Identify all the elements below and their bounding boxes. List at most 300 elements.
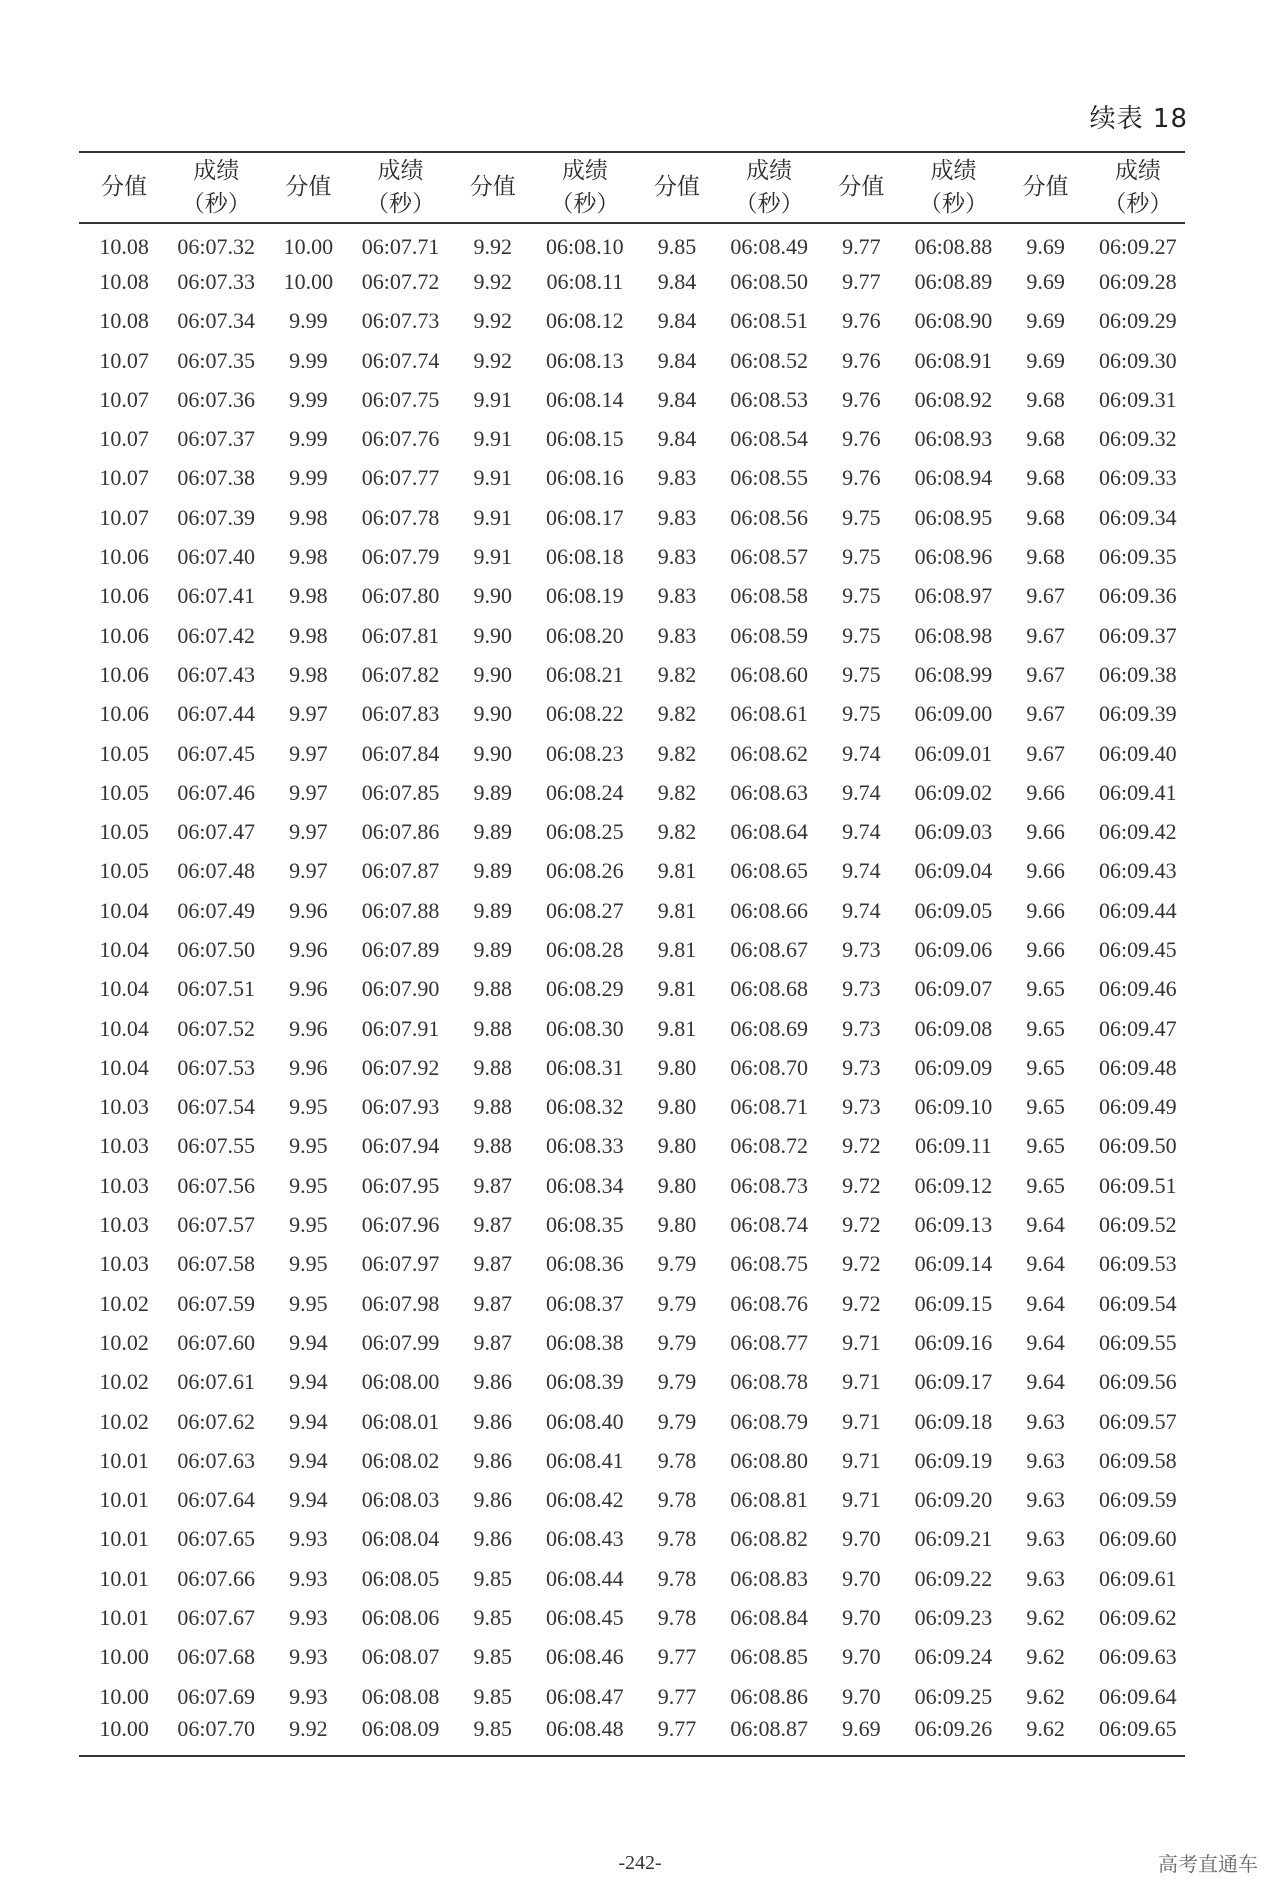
score-cell: 9.71 bbox=[842, 1329, 881, 1355]
result-cell: 06:07.48 bbox=[177, 858, 256, 884]
score-cell: 9.99 bbox=[289, 347, 328, 373]
score-cell: 9.74 bbox=[842, 819, 881, 845]
score-cell: 9.84 bbox=[657, 347, 697, 373]
result-cell: 06:09.54 bbox=[1099, 1290, 1177, 1316]
score-cell: 10.05 bbox=[99, 740, 149, 766]
header-result: 成绩 （秒） bbox=[181, 157, 251, 217]
score-cell: 9.96 bbox=[289, 897, 328, 923]
result-cell: 06:07.57 bbox=[177, 1212, 256, 1238]
score-cell: 9.71 bbox=[842, 1487, 881, 1513]
score-cell: 9.80 bbox=[657, 1172, 697, 1198]
result-cell: 06:08.37 bbox=[546, 1290, 624, 1316]
result-cell: 06:07.95 bbox=[361, 1172, 440, 1198]
score-cell: 9.73 bbox=[842, 1094, 881, 1120]
result-cell: 06:09.48 bbox=[1099, 1054, 1177, 1080]
score-cell: 9.95 bbox=[289, 1172, 328, 1198]
result-cell: 06:08.02 bbox=[361, 1447, 440, 1473]
result-cell: 06:09.50 bbox=[1099, 1133, 1177, 1159]
result-cell: 06:07.93 bbox=[361, 1094, 440, 1120]
result-cell: 06:07.60 bbox=[177, 1329, 256, 1355]
result-cell: 06:08.25 bbox=[546, 819, 624, 845]
result-cell: 06:08.91 bbox=[914, 347, 993, 373]
score-cell: 10.00 bbox=[99, 1683, 149, 1709]
table-row bbox=[79, 616, 1185, 655]
result-cell: 06:09.27 bbox=[1099, 234, 1177, 260]
score-cell: 10.06 bbox=[99, 544, 149, 570]
score-cell: 9.63 bbox=[1026, 1487, 1065, 1513]
score-cell: 9.77 bbox=[657, 1683, 697, 1709]
score-cell: 9.94 bbox=[289, 1487, 328, 1513]
result-cell: 06:09.04 bbox=[914, 858, 993, 884]
score-cell: 10.03 bbox=[99, 1133, 149, 1159]
table-row bbox=[79, 970, 1185, 1009]
table-row bbox=[79, 930, 1185, 969]
score-cell: 9.65 bbox=[1026, 1054, 1065, 1080]
score-cell: 9.67 bbox=[1026, 701, 1065, 727]
score-cell: 9.63 bbox=[1026, 1447, 1065, 1473]
table-row bbox=[79, 1284, 1185, 1323]
result-cell: 06:07.49 bbox=[177, 897, 256, 923]
result-cell: 06:08.94 bbox=[914, 465, 993, 491]
result-cell: 06:08.04 bbox=[361, 1526, 440, 1552]
result-cell: 06:09.32 bbox=[1099, 426, 1177, 452]
result-cell: 06:08.31 bbox=[546, 1054, 624, 1080]
result-cell: 06:09.42 bbox=[1099, 819, 1177, 845]
score-cell: 9.97 bbox=[289, 858, 328, 884]
score-cell: 9.66 bbox=[1026, 858, 1065, 884]
header-score: 分值 bbox=[101, 174, 148, 200]
result-cell: 06:08.43 bbox=[546, 1526, 624, 1552]
score-cell: 10.01 bbox=[99, 1605, 149, 1631]
score-cell: 9.79 bbox=[657, 1251, 697, 1277]
score-cell: 9.78 bbox=[657, 1526, 697, 1552]
score-cell: 10.05 bbox=[99, 819, 149, 845]
result-cell: 06:07.59 bbox=[177, 1290, 256, 1316]
result-cell: 06:07.58 bbox=[177, 1251, 256, 1277]
score-cell: 9.87 bbox=[473, 1172, 512, 1198]
score-cell: 9.87 bbox=[473, 1251, 512, 1277]
score-cell: 9.95 bbox=[289, 1290, 328, 1316]
result-cell: 06:08.96 bbox=[914, 544, 993, 570]
score-cell: 9.90 bbox=[473, 622, 512, 648]
result-cell: 06:09.45 bbox=[1099, 936, 1177, 962]
score-cell: 9.94 bbox=[289, 1447, 328, 1473]
score-cell: 9.72 bbox=[842, 1251, 881, 1277]
score-cell: 9.85 bbox=[657, 234, 697, 260]
table-row bbox=[79, 223, 1185, 262]
result-cell: 06:08.18 bbox=[546, 544, 624, 570]
score-cell: 9.87 bbox=[473, 1212, 512, 1238]
result-cell: 06:08.82 bbox=[730, 1526, 808, 1552]
score-cell: 9.67 bbox=[1026, 583, 1065, 609]
score-cell: 9.65 bbox=[1026, 1094, 1065, 1120]
score-cell: 9.82 bbox=[657, 740, 697, 766]
score-cell: 10.02 bbox=[99, 1290, 149, 1316]
score-cell: 10.08 bbox=[99, 308, 149, 334]
result-cell: 06:08.35 bbox=[546, 1212, 624, 1238]
result-cell: 06:08.40 bbox=[546, 1408, 624, 1434]
result-cell: 06:09.26 bbox=[914, 1716, 993, 1742]
result-cell: 06:08.95 bbox=[914, 504, 993, 530]
result-cell: 06:09.40 bbox=[1099, 740, 1177, 766]
score-cell: 9.65 bbox=[1026, 1133, 1065, 1159]
result-cell: 06:07.43 bbox=[177, 661, 256, 687]
score-table-container bbox=[79, 151, 1185, 1757]
result-cell: 06:07.87 bbox=[361, 858, 440, 884]
result-cell: 06:09.15 bbox=[914, 1290, 993, 1316]
header-result: 成绩 （秒） bbox=[918, 157, 988, 217]
result-cell: 06:09.49 bbox=[1099, 1094, 1177, 1120]
result-cell: 06:08.56 bbox=[730, 504, 808, 530]
score-cell: 10.01 bbox=[99, 1565, 149, 1591]
table-row bbox=[79, 1088, 1185, 1127]
result-cell: 06:08.12 bbox=[546, 308, 624, 334]
result-cell: 06:08.67 bbox=[730, 936, 808, 962]
score-cell: 10.05 bbox=[99, 779, 149, 805]
result-cell: 06:09.07 bbox=[914, 976, 993, 1002]
result-cell: 06:08.74 bbox=[730, 1212, 808, 1238]
score-cell: 9.76 bbox=[842, 386, 881, 412]
result-cell: 06:09.46 bbox=[1099, 976, 1177, 1002]
result-cell: 06:07.44 bbox=[177, 701, 256, 727]
score-cell: 9.66 bbox=[1026, 819, 1065, 845]
result-cell: 06:08.70 bbox=[730, 1054, 808, 1080]
result-cell: 06:09.37 bbox=[1099, 622, 1177, 648]
score-cell: 9.86 bbox=[473, 1526, 512, 1552]
score-cell: 9.88 bbox=[473, 1133, 512, 1159]
score-cell: 9.64 bbox=[1026, 1369, 1065, 1395]
score-cell: 9.75 bbox=[842, 583, 881, 609]
result-cell: 06:08.32 bbox=[546, 1094, 624, 1120]
result-cell: 06:08.89 bbox=[914, 268, 993, 294]
score-cell: 10.04 bbox=[99, 1015, 149, 1041]
table-row bbox=[79, 734, 1185, 773]
score-cell: 10.04 bbox=[99, 976, 149, 1002]
score-cell: 9.90 bbox=[473, 583, 512, 609]
result-cell: 06:09.12 bbox=[914, 1172, 993, 1198]
result-cell: 06:09.16 bbox=[914, 1329, 993, 1355]
result-cell: 06:07.45 bbox=[177, 740, 256, 766]
score-cell: 9.89 bbox=[473, 819, 512, 845]
score-cell: 9.81 bbox=[657, 897, 697, 923]
result-cell: 06:07.97 bbox=[361, 1251, 440, 1277]
score-cell: 9.70 bbox=[842, 1644, 881, 1670]
result-cell: 06:09.53 bbox=[1099, 1251, 1177, 1277]
result-cell: 06:08.59 bbox=[730, 622, 808, 648]
result-cell: 06:07.50 bbox=[177, 936, 256, 962]
result-cell: 06:09.60 bbox=[1099, 1526, 1177, 1552]
score-cell: 9.85 bbox=[473, 1683, 512, 1709]
result-cell: 06:09.28 bbox=[1099, 268, 1177, 294]
score-cell: 9.73 bbox=[842, 976, 881, 1002]
result-cell: 06:09.18 bbox=[914, 1408, 993, 1434]
result-cell: 06:08.78 bbox=[730, 1369, 808, 1395]
result-cell: 06:09.57 bbox=[1099, 1408, 1177, 1434]
result-cell: 06:07.94 bbox=[361, 1133, 440, 1159]
result-cell: 06:08.27 bbox=[546, 897, 624, 923]
result-cell: 06:07.85 bbox=[361, 779, 440, 805]
score-cell: 10.03 bbox=[99, 1172, 149, 1198]
score-cell: 9.85 bbox=[473, 1565, 512, 1591]
table-row bbox=[79, 1441, 1185, 1480]
score-cell: 9.76 bbox=[842, 347, 881, 373]
score-cell: 9.94 bbox=[289, 1369, 328, 1395]
header-result: 成绩 （秒） bbox=[366, 157, 436, 217]
score-cell: 9.92 bbox=[473, 347, 512, 373]
score-cell: 9.96 bbox=[289, 1054, 328, 1080]
result-cell: 06:07.86 bbox=[361, 819, 440, 845]
result-cell: 06:08.58 bbox=[730, 583, 808, 609]
score-cell: 9.68 bbox=[1026, 426, 1065, 452]
result-cell: 06:08.98 bbox=[914, 622, 993, 648]
result-cell: 06:09.59 bbox=[1099, 1487, 1177, 1513]
result-cell: 06:09.21 bbox=[914, 1526, 993, 1552]
score-cell: 9.98 bbox=[289, 583, 328, 609]
score-cell: 9.75 bbox=[842, 622, 881, 648]
table-row bbox=[79, 1323, 1185, 1362]
result-cell: 06:09.43 bbox=[1099, 858, 1177, 884]
score-cell: 9.98 bbox=[289, 622, 328, 648]
table-row bbox=[79, 1166, 1185, 1205]
score-cell: 10.00 bbox=[283, 234, 334, 260]
result-cell: 06:07.53 bbox=[177, 1054, 256, 1080]
result-cell: 06:08.38 bbox=[546, 1329, 624, 1355]
result-cell: 06:07.52 bbox=[177, 1015, 256, 1041]
score-cell: 9.91 bbox=[473, 426, 512, 452]
score-cell: 9.89 bbox=[473, 858, 512, 884]
result-cell: 06:08.44 bbox=[546, 1565, 624, 1591]
score-cell: 9.87 bbox=[473, 1329, 512, 1355]
score-cell: 9.93 bbox=[289, 1565, 328, 1591]
score-cell: 9.65 bbox=[1026, 1172, 1065, 1198]
score-cell: 9.99 bbox=[289, 426, 328, 452]
result-cell: 06:09.58 bbox=[1099, 1447, 1177, 1473]
result-cell: 06:07.91 bbox=[361, 1015, 440, 1041]
result-cell: 06:07.98 bbox=[361, 1290, 440, 1316]
table-row bbox=[79, 1638, 1185, 1677]
score-cell: 10.03 bbox=[99, 1212, 149, 1238]
result-cell: 06:08.76 bbox=[730, 1290, 808, 1316]
score-cell: 10.00 bbox=[99, 1644, 149, 1670]
score-cell: 9.74 bbox=[842, 897, 881, 923]
header-result: 成绩 （秒） bbox=[734, 157, 804, 217]
table-row bbox=[79, 1127, 1185, 1166]
table-row bbox=[79, 1677, 1185, 1716]
result-cell: 06:09.56 bbox=[1099, 1369, 1177, 1395]
score-cell: 9.85 bbox=[473, 1716, 512, 1742]
score-cell: 9.70 bbox=[842, 1605, 881, 1631]
table-row bbox=[79, 380, 1185, 419]
score-cell: 9.68 bbox=[1026, 504, 1065, 530]
score-cell: 10.07 bbox=[99, 426, 149, 452]
table-row bbox=[79, 577, 1185, 616]
score-cell: 9.83 bbox=[657, 504, 697, 530]
result-cell: 06:07.88 bbox=[361, 897, 440, 923]
score-cell: 9.81 bbox=[657, 976, 697, 1002]
result-cell: 06:08.33 bbox=[546, 1133, 624, 1159]
header-result: 成绩 （秒） bbox=[550, 157, 620, 217]
score-cell: 9.97 bbox=[289, 819, 328, 845]
score-cell: 9.70 bbox=[842, 1565, 881, 1591]
result-cell: 06:07.73 bbox=[361, 308, 440, 334]
result-cell: 06:09.29 bbox=[1099, 308, 1177, 334]
table-header bbox=[79, 152, 1185, 223]
score-cell: 10.06 bbox=[99, 622, 149, 648]
score-cell: 9.67 bbox=[1026, 661, 1065, 687]
result-cell: 06:08.21 bbox=[546, 661, 624, 687]
result-cell: 06:08.69 bbox=[730, 1015, 808, 1041]
result-cell: 06:09.22 bbox=[914, 1565, 993, 1591]
result-cell: 06:08.66 bbox=[730, 897, 808, 923]
table-row bbox=[79, 1205, 1185, 1244]
watermark: 高考直通车 bbox=[1158, 1852, 1258, 1876]
result-cell: 06:08.17 bbox=[546, 504, 624, 530]
score-cell: 9.97 bbox=[289, 779, 328, 805]
score-cell: 10.04 bbox=[99, 936, 149, 962]
result-cell: 06:09.34 bbox=[1099, 504, 1177, 530]
score-cell: 9.78 bbox=[657, 1487, 697, 1513]
score-cell: 9.96 bbox=[289, 936, 328, 962]
score-cell: 9.69 bbox=[1026, 234, 1065, 260]
score-cell: 9.88 bbox=[473, 976, 512, 1002]
result-cell: 06:07.61 bbox=[177, 1369, 256, 1395]
score-cell: 10.01 bbox=[99, 1526, 149, 1552]
result-cell: 06:08.51 bbox=[730, 308, 808, 334]
result-cell: 06:09.06 bbox=[914, 936, 993, 962]
result-cell: 06:08.71 bbox=[730, 1094, 808, 1120]
score-cell: 9.74 bbox=[842, 779, 881, 805]
result-cell: 06:08.34 bbox=[546, 1172, 624, 1198]
score-cell: 9.68 bbox=[1026, 465, 1065, 491]
table-row bbox=[79, 537, 1185, 576]
score-cell: 9.70 bbox=[842, 1526, 881, 1552]
result-cell: 06:07.62 bbox=[177, 1408, 256, 1434]
score-cell: 9.74 bbox=[842, 858, 881, 884]
result-cell: 06:07.70 bbox=[177, 1716, 256, 1742]
header-score: 分值 bbox=[1022, 174, 1069, 200]
table-row bbox=[79, 1481, 1185, 1520]
result-cell: 06:08.20 bbox=[546, 622, 624, 648]
result-cell: 06:09.19 bbox=[914, 1447, 993, 1473]
score-cell: 10.07 bbox=[99, 465, 149, 491]
result-cell: 06:07.68 bbox=[177, 1644, 256, 1670]
score-cell: 9.86 bbox=[473, 1447, 512, 1473]
score-cell: 9.85 bbox=[473, 1605, 512, 1631]
score-cell: 9.91 bbox=[473, 504, 512, 530]
score-cell: 9.70 bbox=[842, 1683, 881, 1709]
result-cell: 06:09.51 bbox=[1099, 1172, 1177, 1198]
result-cell: 06:08.79 bbox=[730, 1408, 808, 1434]
score-cell: 9.73 bbox=[842, 1054, 881, 1080]
result-cell: 06:07.74 bbox=[361, 347, 440, 373]
score-cell: 9.68 bbox=[1026, 386, 1065, 412]
score-cell: 9.62 bbox=[1026, 1605, 1065, 1631]
result-cell: 06:07.38 bbox=[177, 465, 256, 491]
result-cell: 06:08.09 bbox=[361, 1716, 440, 1742]
score-cell: 9.71 bbox=[842, 1408, 881, 1434]
score-cell: 9.69 bbox=[1026, 268, 1065, 294]
result-cell: 06:07.82 bbox=[361, 661, 440, 687]
result-cell: 06:08.05 bbox=[361, 1565, 440, 1591]
score-cell: 9.69 bbox=[842, 1716, 881, 1742]
result-cell: 06:08.50 bbox=[730, 268, 808, 294]
result-cell: 06:09.01 bbox=[914, 740, 993, 766]
score-cell: 9.86 bbox=[473, 1408, 512, 1434]
result-cell: 06:08.13 bbox=[546, 347, 624, 373]
result-cell: 06:09.55 bbox=[1099, 1329, 1177, 1355]
score-cell: 9.71 bbox=[842, 1447, 881, 1473]
table-row bbox=[79, 341, 1185, 380]
result-cell: 06:08.81 bbox=[730, 1487, 808, 1513]
result-cell: 06:08.39 bbox=[546, 1369, 624, 1395]
result-cell: 06:08.28 bbox=[546, 936, 624, 962]
score-cell: 9.66 bbox=[1026, 897, 1065, 923]
score-cell: 10.06 bbox=[99, 701, 149, 727]
result-cell: 06:08.41 bbox=[546, 1447, 624, 1473]
score-cell: 10.07 bbox=[99, 347, 149, 373]
result-cell: 06:08.36 bbox=[546, 1251, 624, 1277]
table-row bbox=[79, 1048, 1185, 1087]
result-cell: 06:08.61 bbox=[730, 701, 808, 727]
result-cell: 06:08.72 bbox=[730, 1133, 808, 1159]
result-cell: 06:09.61 bbox=[1099, 1565, 1177, 1591]
table-row bbox=[79, 773, 1185, 812]
result-cell: 06:07.40 bbox=[177, 544, 256, 570]
result-cell: 06:07.54 bbox=[177, 1094, 256, 1120]
result-cell: 06:07.71 bbox=[361, 234, 440, 260]
result-cell: 06:08.45 bbox=[546, 1605, 624, 1631]
score-cell: 9.75 bbox=[842, 701, 881, 727]
table-row bbox=[79, 498, 1185, 537]
result-cell: 06:07.83 bbox=[361, 701, 440, 727]
result-cell: 06:08.84 bbox=[730, 1605, 808, 1631]
score-cell: 9.92 bbox=[289, 1716, 328, 1742]
result-cell: 06:07.72 bbox=[361, 268, 440, 294]
score-cell: 9.99 bbox=[289, 465, 328, 491]
result-cell: 06:09.62 bbox=[1099, 1605, 1177, 1631]
result-cell: 06:09.30 bbox=[1099, 347, 1177, 373]
score-cell: 9.95 bbox=[289, 1212, 328, 1238]
score-cell: 9.82 bbox=[657, 701, 697, 727]
score-cell: 9.97 bbox=[289, 740, 328, 766]
table-caption: 续表 18 bbox=[1089, 104, 1188, 134]
score-cell: 10.00 bbox=[283, 268, 334, 294]
result-cell: 06:09.31 bbox=[1099, 386, 1177, 412]
score-cell: 9.69 bbox=[1026, 347, 1065, 373]
result-cell: 06:07.37 bbox=[177, 426, 256, 452]
result-cell: 06:09.47 bbox=[1099, 1015, 1177, 1041]
score-cell: 9.99 bbox=[289, 308, 328, 334]
score-cell: 9.75 bbox=[842, 661, 881, 687]
result-cell: 06:08.53 bbox=[730, 386, 808, 412]
score-cell: 9.71 bbox=[842, 1369, 881, 1395]
score-cell: 9.93 bbox=[289, 1644, 328, 1670]
result-cell: 06:07.89 bbox=[361, 936, 440, 962]
score-cell: 10.00 bbox=[99, 1716, 149, 1742]
table-body bbox=[79, 223, 1185, 1756]
table-row bbox=[79, 1009, 1185, 1048]
score-cell: 9.83 bbox=[657, 544, 697, 570]
score-cell: 9.94 bbox=[289, 1329, 328, 1355]
score-cell: 9.84 bbox=[657, 426, 697, 452]
result-cell: 06:07.76 bbox=[361, 426, 440, 452]
result-cell: 06:07.84 bbox=[361, 740, 440, 766]
result-cell: 06:09.25 bbox=[914, 1683, 993, 1709]
score-cell: 10.05 bbox=[99, 858, 149, 884]
score-cell: 9.90 bbox=[473, 661, 512, 687]
result-cell: 06:08.29 bbox=[546, 976, 624, 1002]
score-cell: 9.81 bbox=[657, 858, 697, 884]
